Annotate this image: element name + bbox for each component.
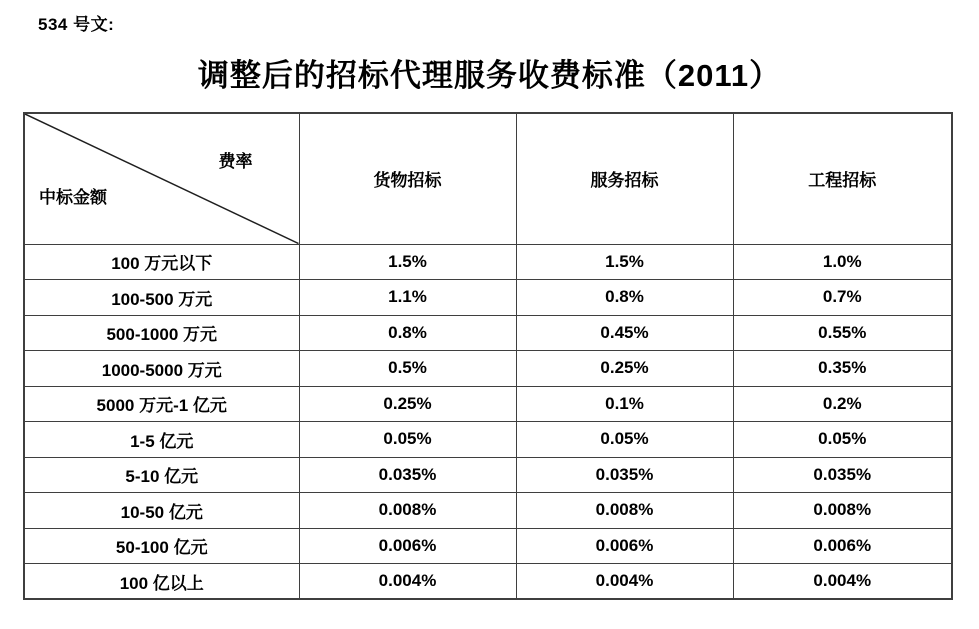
fee-table (23, 112, 953, 600)
row-label-cell: 100 万元以下 (24, 244, 299, 280)
rate-cell: 0.05% (516, 422, 733, 458)
row-label-cell: 5-10 亿元 (24, 457, 299, 493)
table-header-row (24, 113, 952, 244)
fee-table-container (23, 112, 953, 600)
table-row (24, 422, 952, 458)
table-row (24, 457, 952, 493)
row-label-cell: 5000 万元-1 亿元 (24, 386, 299, 422)
rate-cell: 0.004% (299, 564, 516, 600)
column-header-engineering: 工程招标 (733, 113, 952, 244)
rate-cell: 0.8% (516, 280, 733, 316)
table-row (24, 386, 952, 422)
rate-cell: 0.006% (299, 528, 516, 564)
table-row (24, 564, 952, 600)
row-label-cell: 1-5 亿元 (24, 422, 299, 458)
corner-cell (24, 113, 299, 244)
column-header-goods: 货物招标 (299, 113, 516, 244)
rate-cell: 0.25% (299, 386, 516, 422)
row-label-cell: 100 亿以上 (24, 564, 299, 600)
row-label-cell: 1000-5000 万元 (24, 351, 299, 387)
row-label-cell: 100-500 万元 (24, 280, 299, 316)
rate-cell: 0.035% (516, 457, 733, 493)
rate-cell: 0.035% (299, 457, 516, 493)
rate-cell: 1.1% (299, 280, 516, 316)
rate-cell: 0.008% (733, 493, 952, 529)
rate-cell: 0.5% (299, 351, 516, 387)
rate-cell: 1.0% (733, 244, 952, 280)
rate-cell: 0.8% (299, 315, 516, 351)
doc-number-label: 534 号文: (38, 15, 115, 34)
rate-cell: 0.008% (299, 493, 516, 529)
rate-cell: 0.1% (516, 386, 733, 422)
rate-cell: 0.45% (516, 315, 733, 351)
table-row (24, 315, 952, 351)
rate-cell: 1.5% (299, 244, 516, 280)
page-title: 调整后的招标代理服务收费标准（2011） (197, 58, 782, 93)
rate-cell: 0.035% (733, 457, 952, 493)
rate-cell: 0.55% (733, 315, 952, 351)
table-row (24, 244, 952, 280)
rate-cell: 0.7% (733, 280, 952, 316)
table-body (24, 244, 952, 599)
rate-cell: 0.006% (516, 528, 733, 564)
rate-cell: 0.05% (733, 422, 952, 458)
diagonal-line (25, 114, 299, 244)
rate-cell: 0.004% (516, 564, 733, 600)
row-label-cell: 10-50 亿元 (24, 493, 299, 529)
table-row (24, 528, 952, 564)
corner-label-rate: 费率 (218, 152, 253, 171)
corner-label-amount: 中标金额 (39, 187, 107, 207)
rate-cell: 0.008% (516, 493, 733, 529)
rate-cell: 0.2% (733, 386, 952, 422)
column-header-services: 服务招标 (516, 113, 733, 244)
rate-cell: 0.25% (516, 351, 733, 387)
rate-cell: 1.5% (516, 244, 733, 280)
row-label-cell: 500-1000 万元 (24, 315, 299, 351)
rate-cell: 0.35% (733, 351, 952, 387)
table-row (24, 351, 952, 387)
row-label-cell: 50-100 亿元 (24, 528, 299, 564)
rate-cell: 0.05% (299, 422, 516, 458)
table-row (24, 280, 952, 316)
table-row (24, 493, 952, 529)
rate-cell: 0.004% (733, 564, 952, 600)
rate-cell: 0.006% (733, 528, 952, 564)
